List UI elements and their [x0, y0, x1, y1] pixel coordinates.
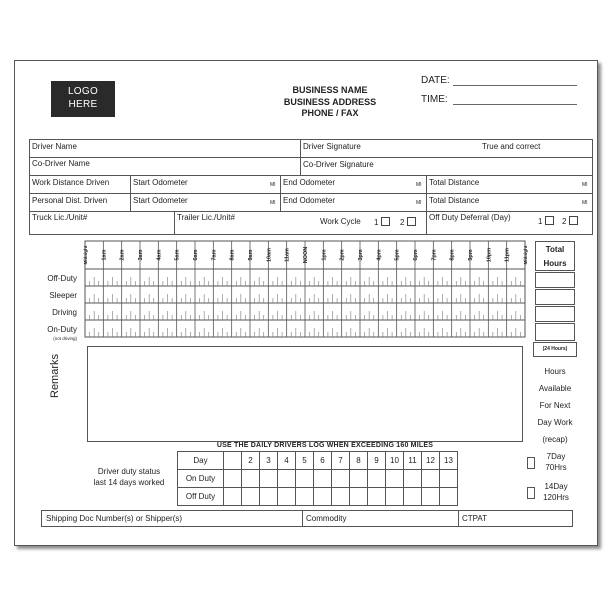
hours-cell[interactable]: [296, 470, 314, 488]
personal-distance-field[interactable]: Personal Dist. Driven: [32, 196, 108, 205]
work-start-odometer-field[interactable]: Start Odometer: [133, 178, 188, 187]
hours-cell[interactable]: [386, 488, 404, 506]
hour-label: 10am: [266, 247, 273, 263]
hour-label: 8pm: [449, 249, 456, 261]
hour-label: NOON: [303, 246, 309, 264]
hour-label: 2pm: [339, 249, 346, 261]
days-row: [178, 470, 458, 488]
option-1-label: 1: [374, 218, 379, 227]
day-number: 3: [260, 452, 278, 470]
day-number: 2: [242, 452, 260, 470]
hour-label: 4am: [156, 249, 163, 261]
duty-status-line: last 14 days worked: [93, 478, 165, 487]
hour-label: 4pm: [376, 249, 383, 261]
business-address: BUSINESS ADDRESS: [283, 96, 377, 107]
hour-label: 6am: [193, 249, 199, 261]
off-duty-deferral-label: Off Duty Deferral (Day): [429, 213, 511, 222]
hour-label: 11am: [284, 248, 291, 262]
day-number: 11: [404, 452, 422, 470]
hour-label: 3pm: [358, 249, 364, 261]
mi-unit: MI: [270, 182, 276, 188]
work-total-distance-field[interactable]: Total Distance: [429, 178, 480, 187]
day-number: 9: [368, 452, 386, 470]
trailer-lic-field[interactable]: Trailer Lic./Unit#: [177, 213, 235, 222]
days-row-label: On Duty: [178, 470, 224, 488]
hours-cell[interactable]: [368, 488, 386, 506]
hours-cell[interactable]: [368, 470, 386, 488]
log-sheet: [14, 60, 598, 546]
hour-label: 8am: [229, 249, 236, 261]
hours-cell[interactable]: [278, 488, 296, 506]
on-duty-note: (not driving): [53, 336, 77, 341]
hours-cell[interactable]: [422, 488, 440, 506]
hours-cell[interactable]: [314, 488, 332, 506]
hours-cell[interactable]: [350, 488, 368, 506]
hour-label: 5am: [174, 249, 181, 261]
personal-end-odometer-field[interactable]: End Odometer: [283, 196, 336, 205]
total-driving-box[interactable]: [535, 306, 575, 322]
driver-duty-status-label: [73, 466, 185, 488]
hour-label: 9pm: [468, 249, 474, 261]
date-label: DATE:: [421, 75, 450, 86]
time-label: TIME:: [421, 94, 448, 105]
total-hours-header: [535, 241, 575, 271]
day-number: 10: [386, 452, 404, 470]
hour-label: 7pm: [431, 249, 438, 261]
logo-text-line-2: HERE: [68, 99, 98, 110]
daily-log-notice: USE THE DAILY DRIVERS LOG WHEN EXCEEDING 160 MILES: [216, 442, 434, 449]
hours-cell[interactable]: [404, 470, 422, 488]
hours-cell[interactable]: [332, 488, 350, 506]
work-cycle-label: Work Cycle: [320, 217, 361, 226]
logo-text-line-1: LOGO: [67, 86, 99, 97]
days-row: [178, 452, 458, 470]
hours-available-recap: [527, 363, 583, 448]
work-distance-field[interactable]: Work Distance Driven: [32, 178, 110, 187]
hours-cell[interactable]: [278, 470, 296, 488]
hours-cell[interactable]: [242, 488, 260, 506]
7day-70hrs-label: [539, 451, 573, 473]
recap-line: Available: [538, 384, 572, 393]
hours-cell[interactable]: [260, 488, 278, 506]
option-1-label: 1: [538, 217, 543, 226]
duty-row-label: Driving: [52, 308, 77, 317]
duty-row-label: On-Duty: [47, 325, 77, 334]
business-phone-fax: PHONE / FAX: [301, 108, 359, 118]
total-sleeper-box[interactable]: [535, 289, 575, 305]
days-row-label: Day: [178, 452, 224, 470]
option-2-label: 2: [562, 217, 567, 226]
hours-cell[interactable]: [386, 470, 404, 488]
hours-cell[interactable]: [350, 470, 368, 488]
hours-cell[interactable]: [422, 470, 440, 488]
day-number: 5: [296, 452, 314, 470]
hours-cell[interactable]: [314, 470, 332, 488]
hours-cell[interactable]: [440, 488, 458, 506]
days-row-label: Off Duty: [178, 488, 224, 506]
14day-120hrs-checkbox[interactable]: [527, 487, 535, 499]
cycle-line: 120Hrs: [543, 493, 569, 502]
driver-name-field[interactable]: Driver Name: [32, 142, 77, 151]
total-hours-label: Total Hours: [543, 245, 567, 268]
hour-label: Midnight: [523, 245, 528, 265]
hour-label: 7am: [211, 249, 218, 261]
hour-label: 10pm: [486, 247, 493, 263]
true-correct-label: True and correct: [482, 142, 541, 151]
day-number: 12: [422, 452, 440, 470]
mi-unit: MI: [416, 200, 422, 206]
recap-line: (recap): [542, 435, 568, 444]
hour-label: 1am: [101, 249, 108, 261]
shipping-doc-field[interactable]: Shipping Doc Number(s) or Shipper(s): [46, 514, 183, 523]
recap-line: Hours: [544, 367, 566, 376]
day-number: 8: [350, 452, 368, 470]
business-name: BUSINESS NAME: [292, 85, 368, 95]
14day-120hrs-label: [537, 481, 575, 503]
hours-cell[interactable]: [224, 488, 242, 506]
personal-start-odometer-field[interactable]: Start Odometer: [133, 196, 188, 205]
hours-cell[interactable]: [260, 470, 278, 488]
hour-label: 9am: [248, 249, 254, 261]
hour-label: 1pm: [321, 249, 328, 261]
cycle-line: 70Hrs: [545, 463, 567, 472]
day-number: 6: [314, 452, 332, 470]
day-number: 13: [440, 452, 458, 470]
ctpat-field[interactable]: CTPAT: [462, 514, 488, 523]
duty-row-label: Sleeper: [49, 291, 77, 300]
hour-label: 5pm: [394, 249, 401, 261]
mi-unit: MI: [582, 182, 588, 188]
truck-lic-field[interactable]: Truck Lic./Unit#: [32, 213, 88, 222]
commodity-field[interactable]: Commodity: [306, 514, 347, 523]
duty-time-grid[interactable]: [15, 61, 599, 351]
day-cell[interactable]: [224, 452, 242, 470]
personal-total-distance-field[interactable]: Total Distance: [429, 196, 480, 205]
hour-label: 2am: [119, 249, 126, 261]
work-end-odometer-field[interactable]: End Odometer: [283, 178, 336, 187]
hours-cell[interactable]: [224, 470, 242, 488]
mi-unit: MI: [416, 182, 422, 188]
cycle-line: 14Day: [544, 482, 568, 491]
mi-unit: MI: [270, 200, 276, 206]
remarks-field[interactable]: [87, 346, 523, 442]
recap-line: Day Work: [537, 418, 573, 427]
day-number: 7: [332, 452, 350, 470]
duty-row-label: Off-Duty: [47, 274, 77, 283]
cycle-line: 7Day: [546, 452, 566, 461]
total-on-duty-box[interactable]: [535, 323, 575, 341]
total-24-hours-box: [533, 342, 577, 357]
option-2-label: 2: [400, 218, 405, 227]
driver-signature-field[interactable]: Driver Signature: [303, 142, 361, 151]
hours-cell[interactable]: [242, 470, 260, 488]
hour-label: Midnight: [83, 245, 88, 265]
mi-unit: MI: [582, 200, 588, 206]
day-number: 4: [278, 452, 296, 470]
co-driver-signature-field[interactable]: Co-Driver Signature: [303, 160, 374, 169]
total-off-duty-box[interactable]: [535, 272, 575, 288]
7day-70hrs-checkbox[interactable]: [527, 457, 535, 469]
shipping-row: [41, 510, 573, 527]
hour-label: 11pm: [504, 247, 511, 263]
hours-cell[interactable]: [440, 470, 458, 488]
co-driver-name-field[interactable]: Co-Driver Name: [32, 159, 90, 168]
hours-cell[interactable]: [332, 470, 350, 488]
remarks-label: Remarks: [49, 353, 61, 398]
hours-cell[interactable]: [296, 488, 314, 506]
hours-cell[interactable]: [404, 488, 422, 506]
recap-line: For Next: [539, 401, 571, 410]
days-row: [178, 488, 458, 506]
hour-label: 6pm: [413, 249, 419, 261]
hours-24-label: (24 Hours): [542, 346, 568, 352]
duty-status-line: Driver duty status: [97, 467, 161, 476]
days-worked-table: [177, 451, 458, 506]
hour-label: 3am: [138, 249, 144, 261]
